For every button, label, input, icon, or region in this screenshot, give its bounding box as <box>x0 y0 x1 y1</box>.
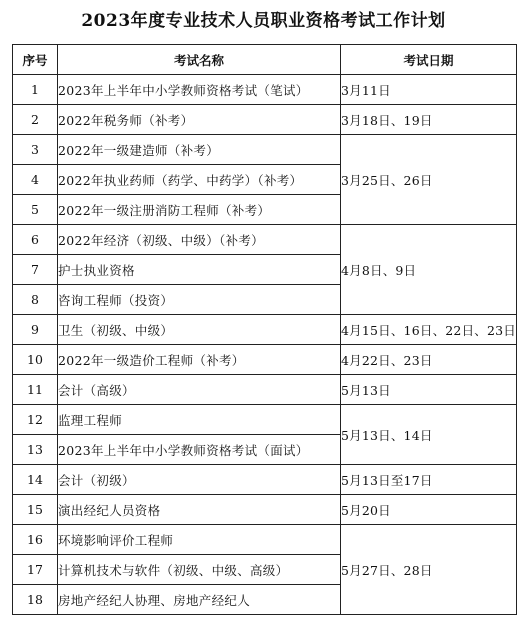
table-row <box>13 525 517 555</box>
row-exam-date: 5月13日 <box>341 375 517 405</box>
row-exam-name: 会计（初级） <box>58 465 341 495</box>
table-row <box>13 345 517 375</box>
table-row <box>13 405 517 435</box>
row-seq: 15 <box>13 495 58 525</box>
table-row <box>13 465 517 495</box>
exam-schedule-table <box>12 44 517 615</box>
row-exam-name: 2022年经济（初级、中级）（补考） <box>58 225 341 255</box>
row-exam-date: 5月13日、14日 <box>341 405 517 465</box>
row-seq: 5 <box>13 195 58 225</box>
row-seq: 16 <box>13 525 58 555</box>
row-exam-date: 4月22日、23日 <box>341 345 517 375</box>
header-seq: 序号 <box>13 45 58 75</box>
row-exam-date: 4月15日、16日、22日、23日 <box>341 315 517 345</box>
row-exam-date: 5月27日、28日 <box>341 525 517 615</box>
row-seq: 4 <box>13 165 58 195</box>
row-exam-date: 5月13日至17日 <box>341 465 517 495</box>
row-exam-name: 护士执业资格 <box>58 255 341 285</box>
row-exam-name: 2022年一级建造师（补考） <box>58 135 341 165</box>
row-seq: 3 <box>13 135 58 165</box>
table-row <box>13 135 517 165</box>
row-exam-name: 房地产经纪人协理、房地产经纪人 <box>58 585 341 615</box>
row-exam-name: 2023年上半年中小学教师资格考试（笔试） <box>58 75 341 105</box>
table-row <box>13 315 517 345</box>
row-exam-name: 环境影响评价工程师 <box>58 525 341 555</box>
row-exam-name: 2022年税务师（补考） <box>58 105 341 135</box>
row-seq: 13 <box>13 435 58 465</box>
row-seq: 1 <box>13 75 58 105</box>
table-row <box>13 75 517 105</box>
row-exam-date: 3月18日、19日 <box>341 105 517 135</box>
table-row <box>13 495 517 525</box>
row-exam-name: 2023年上半年中小学教师资格考试（面试） <box>58 435 341 465</box>
row-exam-name: 2022年一级注册消防工程师（补考） <box>58 195 341 225</box>
row-exam-name: 演出经纪人员资格 <box>58 495 341 525</box>
row-seq: 9 <box>13 315 58 345</box>
table-row <box>13 105 517 135</box>
row-seq: 8 <box>13 285 58 315</box>
table-row <box>13 225 517 255</box>
row-seq: 10 <box>13 345 58 375</box>
row-exam-date: 3月25日、26日 <box>341 135 517 225</box>
row-exam-name: 会计（高级） <box>58 375 341 405</box>
row-seq: 2 <box>13 105 58 135</box>
row-exam-date: 3月11日 <box>341 75 517 105</box>
row-seq: 17 <box>13 555 58 585</box>
header-exam-date: 考试日期 <box>341 45 517 75</box>
row-seq: 6 <box>13 225 58 255</box>
table-row <box>13 375 517 405</box>
row-seq: 12 <box>13 405 58 435</box>
row-seq: 14 <box>13 465 58 495</box>
row-exam-name: 监理工程师 <box>58 405 341 435</box>
row-seq: 11 <box>13 375 58 405</box>
row-seq: 7 <box>13 255 58 285</box>
row-exam-date: 4月8日、9日 <box>341 225 517 315</box>
row-exam-name: 2022年一级造价工程师（补考） <box>58 345 341 375</box>
row-seq: 18 <box>13 585 58 615</box>
row-exam-name: 计算机技术与软件（初级、中级、高级） <box>58 555 341 585</box>
table-header-row <box>13 45 517 75</box>
row-exam-name: 咨询工程师（投资） <box>58 285 341 315</box>
row-exam-date: 5月20日 <box>341 495 517 525</box>
header-exam-name: 考试名称 <box>58 45 341 75</box>
document-title: 2023年度专业技术人员职业资格考试工作计划 <box>81 11 446 31</box>
row-exam-name: 2022年执业药师（药学、中药学）（补考） <box>58 165 341 195</box>
row-exam-name: 卫生（初级、中级） <box>58 315 341 345</box>
